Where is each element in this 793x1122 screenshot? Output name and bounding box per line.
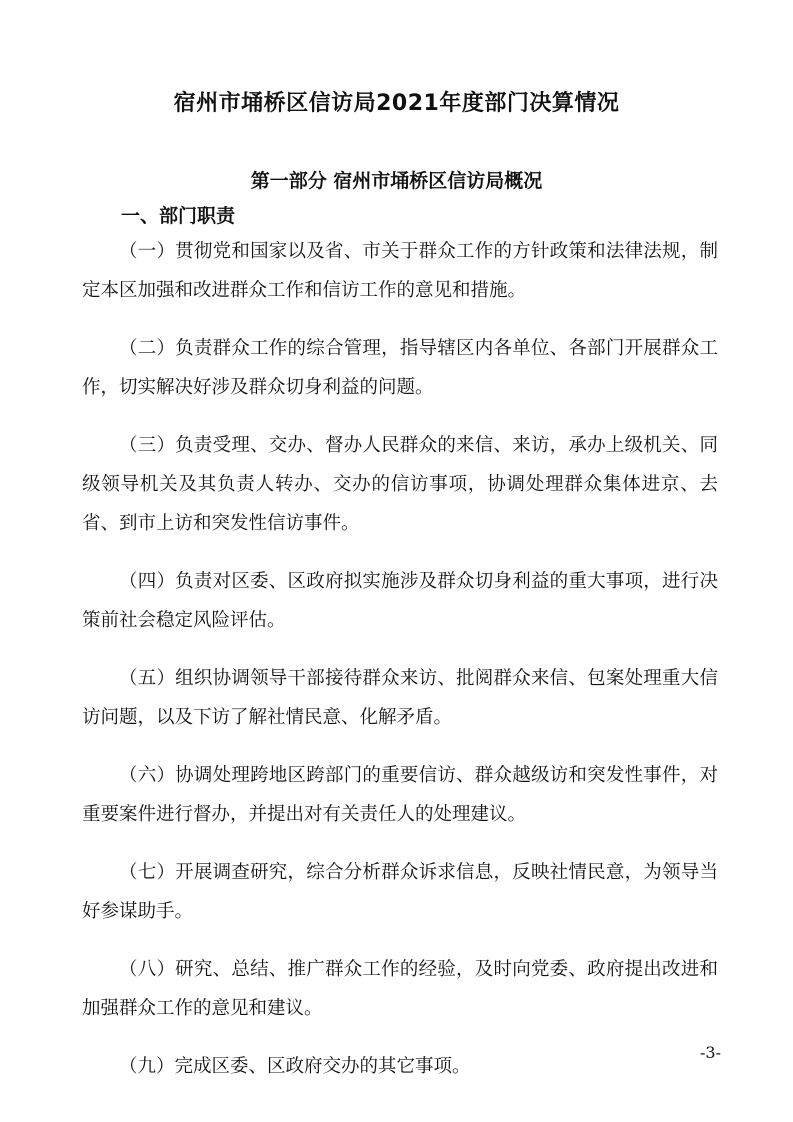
paragraph-4: （四）负责对区委、区政府拟实施涉及群众切身利益的重大事项，进行决策前社会稳定风险评估。 <box>82 571 718 631</box>
page-number: -3- <box>700 1043 721 1062</box>
paragraph-1: （一）贯彻党和国家以及省、市关于群众工作的方针政策和法律法规，制定本区加强和改进群众工作和信访工作的意见和措施。 <box>82 241 718 301</box>
paragraph-2: （二）负责群众工作的综合管理，指导辖区内各单位、各部门开展群众工作，切实解决好涉及群众切身利益的问题。 <box>82 338 718 398</box>
section-heading: 一、部门职责 <box>121 205 236 227</box>
paragraph-8: （八）研究、总结、推广群众工作的经验，及时向党委、政府提出改进和加强群众工作的意见和建议。 <box>82 959 718 1019</box>
paragraph-9: （九）完成区委、区政府交办的其它事项。 <box>119 1056 471 1077</box>
paragraph-6: （六）协调处理跨地区跨部门的重要信访、群众越级访和突发性事件，对重要案件进行督办，并提出对有关责任人的处理建议。 <box>82 765 718 825</box>
paragraph-7: （七）开展调查研究，综合分析群众诉求信息，反映社情民意，为领导当好参谋助手。 <box>82 862 718 922</box>
document-title: 宿州市埇桥区信访局2021年度部门决算情况 <box>173 91 620 116</box>
paragraph-5: （五）组织协调领导干部接待群众来访、批阅群众来信、包案处理重大信访问题，以及下访了解社情民意、化解矛盾。 <box>82 668 718 728</box>
document-body <box>82 232 718 1105</box>
part-title: 第一部分 宿州市埇桥区信访局概况 <box>250 170 543 192</box>
paragraph-3: （三）负责受理、交办、督办人民群众的来信、来访，承办上级机关、同级领导机关及其负责人转办、交办的信访事项，协调处理群众集体进京、去省、到市上访和突发性信访事件。 <box>82 435 718 534</box>
